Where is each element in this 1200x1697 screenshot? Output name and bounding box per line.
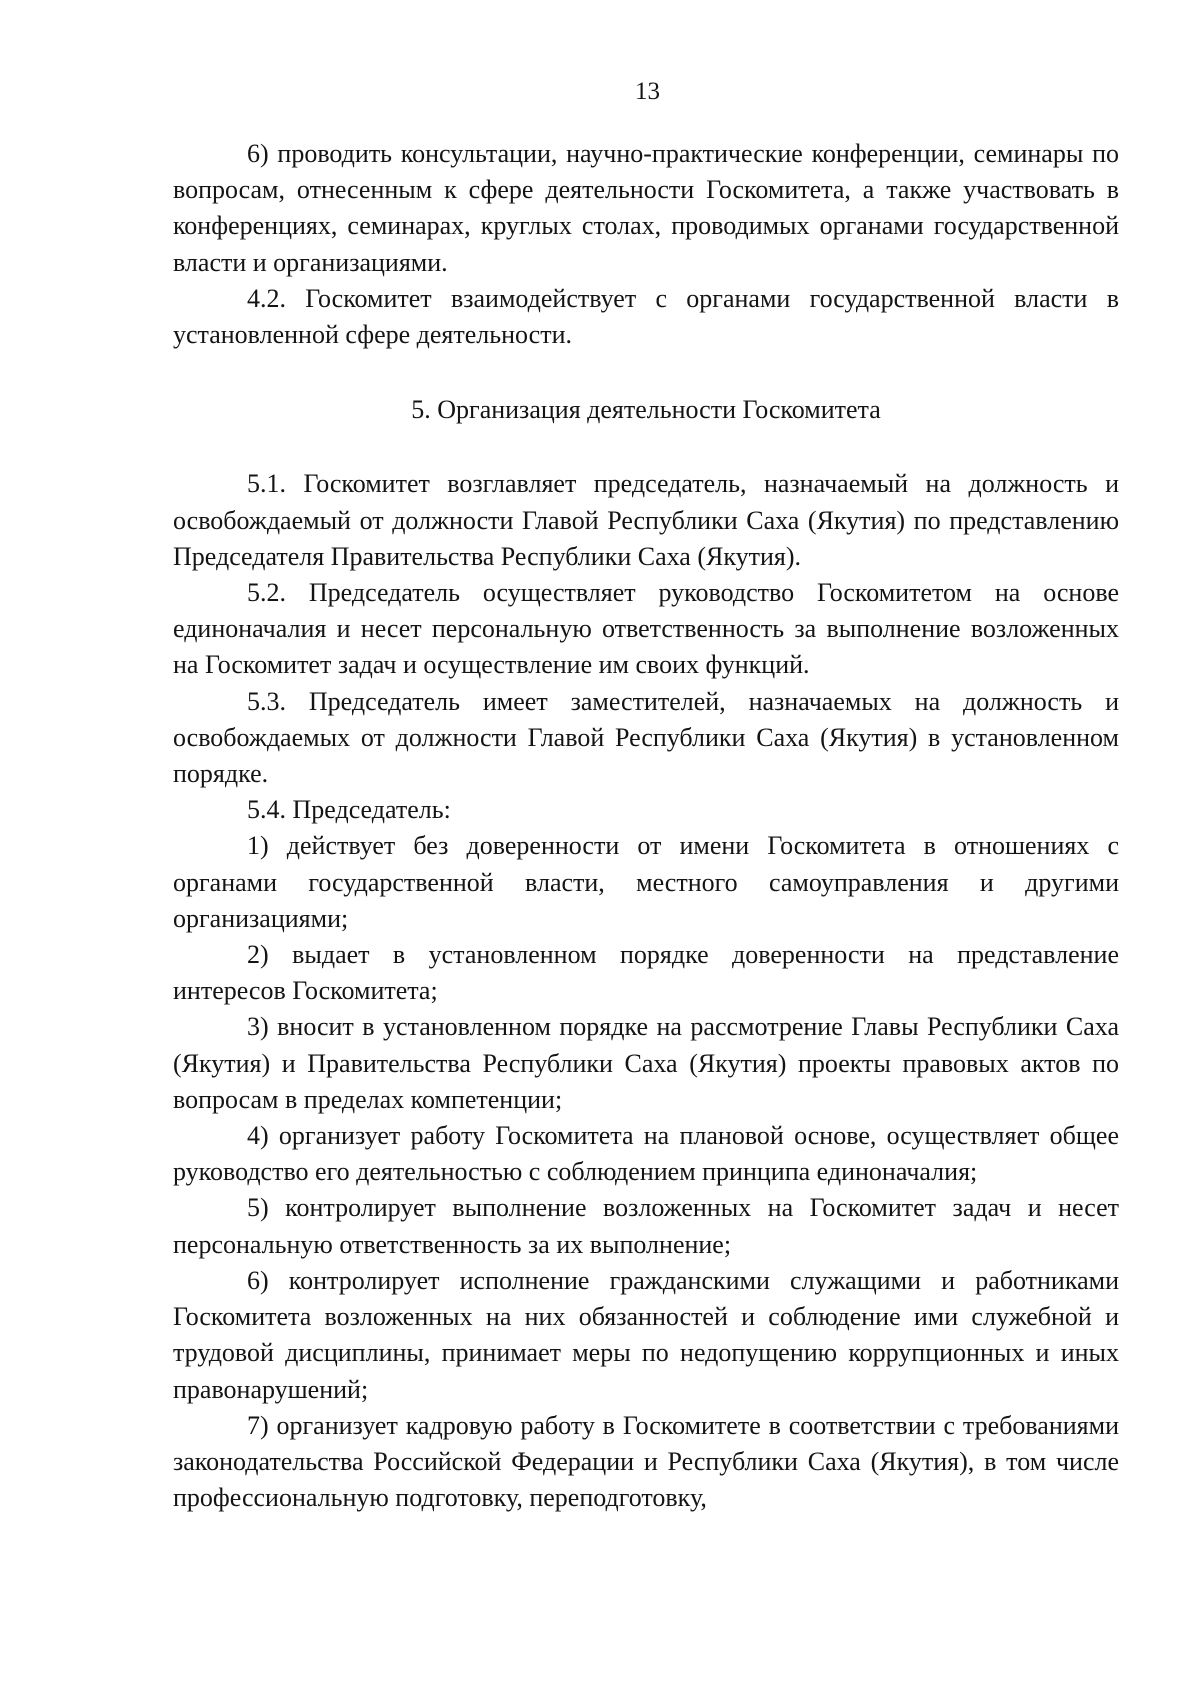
- list-item-7: 7) организует кадровую работу в Госкомитете в соответствии с требованиями законодательства Российской Федерации и Республики Саха (Якутия), в том числе профессиональную подготовку, переподготовку,: [173, 1410, 1119, 1513]
- list-item-4: 4) организует работу Госкомитета на плановой основе, осуществляет общее руководство его деятельностью с соблюдением принципа единоначалия;: [173, 1121, 1119, 1187]
- page-number: 13: [635, 78, 660, 105]
- paragraph-5-2: 5.2. Председатель осуществляет руководство Госкомитетом на основе единоначалия и несет персональную ответственность за выполнение возложенных на Госкомитет задач и осуществление им своих функций.: [173, 578, 1119, 680]
- paragraph-5-4: 5.4. Председатель:: [247, 795, 451, 825]
- paragraph-5-3: 5.3. Председатель имеет заместителей, назначаемых на должность и освобождаемых от должности Главой Республики Саха (Якутия) в установленном порядке.: [173, 686, 1119, 789]
- paragraph-item-6-consultations: 6) проводить консультации, научно-практические конференции, семинары по вопросам, отнесенным к сфере деятельности Госкомитета, а также участвовать в конференциях, семинарах, круглых столах, проводимых органами государственной власти и организациями.: [173, 139, 1119, 277]
- paragraph-4-2: 4.2. Госкомитет взаимодействует с органами государственной власти в установленной сфере деятельности.: [173, 283, 1119, 350]
- list-item-5: 5) контролирует выполнение возложенных на Госкомитет задач и несет персональную ответственность за их выполнение;: [173, 1193, 1119, 1259]
- list-item-2: 2) выдает в установленном порядке доверенности на представление интересов Госкомитета;: [173, 940, 1119, 1006]
- section-heading: 5. Организация деятельности Госкомитета: [411, 395, 881, 425]
- list-item-6: 6) контролирует исполнение гражданскими служащими и работниками Госкомитета возложенных на них обязанностей и соблюдение ими служебной и трудовой дисциплины, принимает меры по недопущению коррупционных и иных правонарушений;: [173, 1265, 1119, 1404]
- list-item-1: 1) действует без доверенности от имени Госкомитета в отношениях с органами государственной власти, местного самоуправления и другими организациями;: [173, 831, 1119, 933]
- list-item-3: 3) вносит в установленном порядке на рассмотрение Главы Республики Саха (Якутия) и Правительства Республики Саха (Якутия) проекты правовых актов по вопросам в пределах компетенции;: [173, 1012, 1119, 1114]
- document-body: [173, 136, 1119, 1516]
- paragraph-5-1: 5.1. Госкомитет возглавляет председатель, назначаемый на должность и освобождаемый от должности Главой Республики Саха (Якутия) по представлению Председателя Правительства Республики Саха (Якутия).: [173, 469, 1119, 571]
